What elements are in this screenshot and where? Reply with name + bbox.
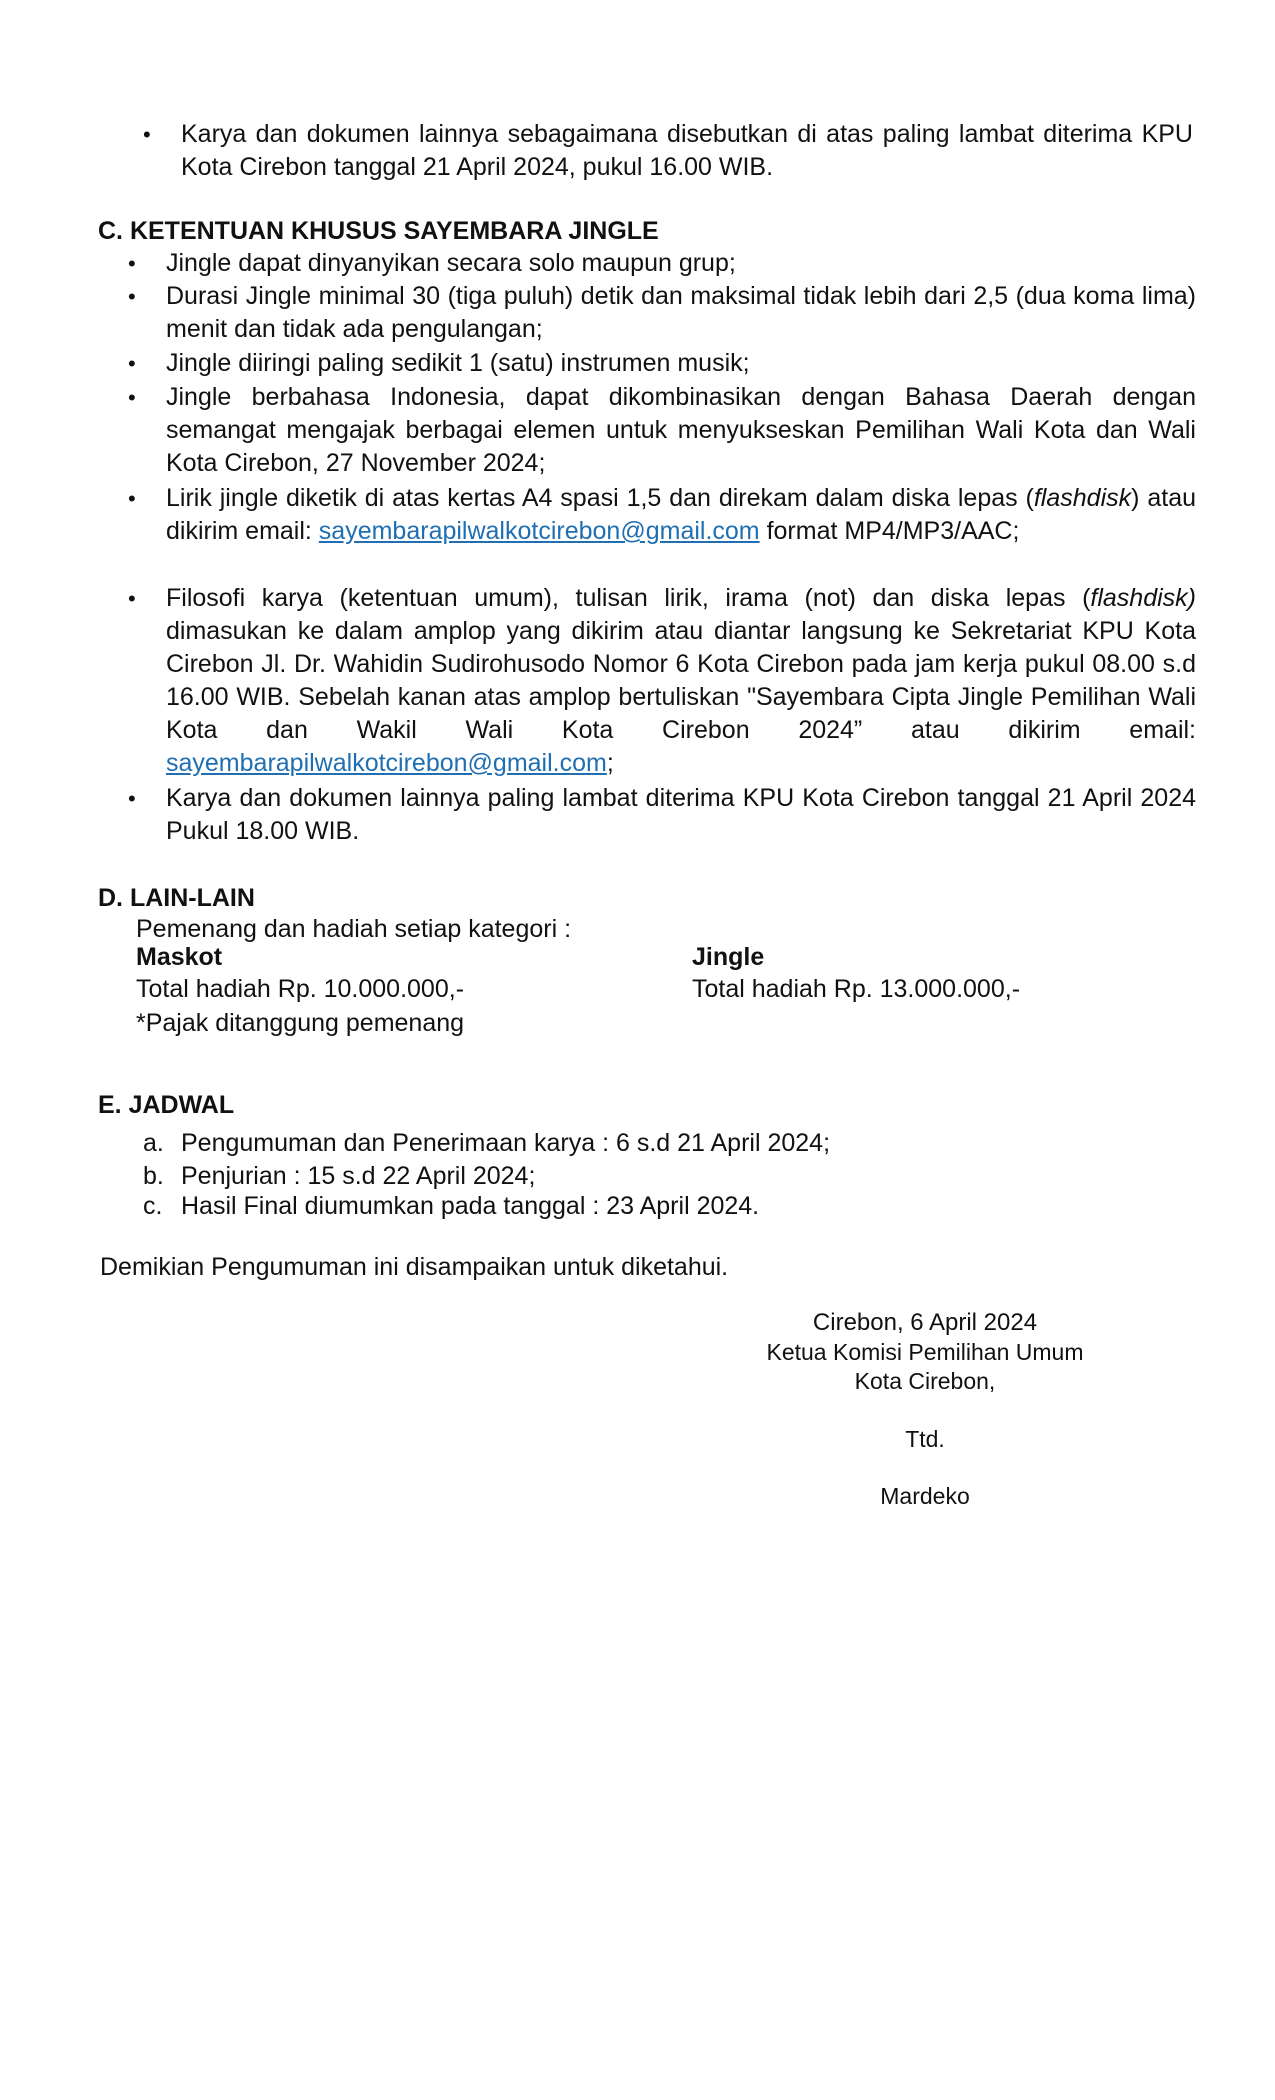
italic-term: flashdisk) [1090,584,1196,612]
list-item: Karya dan dokumen lainnya sebagaimana disebutkan di atas paling lambat diterima KPU Kota Cirebon tanggal 21 April 2024, pukul 16.00 WIB. [181,120,1193,181]
item-text: ; [606,749,614,777]
list-item [166,582,1196,780]
category-name: Maskot [136,943,223,971]
list-item: Jingle dapat dinyanyikan secara solo maupun grup; [166,249,736,277]
section-d-heading: D. LAIN-LAIN [98,884,255,912]
item-text: Hasil Final diumumkan pada tanggal : 23 April 2024. [181,1192,760,1220]
item-text: dimasukan ke dalam amplop yang dikirim atau diantar langsung ke Sekretariat KPU Kota Cirebon Jl. Dr. Wahidin Sudirohusodo Nomor 6 Kota Cirebon pada jam kerja pukul 08.00 s.d 16.00 WIB. Sebelah kanan atas amplop bertuliskan "Sayembara Cipta Jingle Pemilihan Wali Kota dan Wakil Wali Kota Cirebon 2024” atau dikirim email: [166,617,1196,744]
list-item: Jingle diiringi paling sedikit 1 (satu) instrumen musik; [166,349,750,377]
bullet-icon: • [128,786,136,811]
category-prize: Total hadiah Rp. 13.000.000,- [692,975,1021,1003]
signatory-name: Mardeko [880,1483,970,1509]
schedule-item [143,1160,535,1193]
category-prize: Total hadiah Rp. 10.000.000,- [136,975,465,1003]
schedule-item [143,1127,830,1160]
item-marker: c. [143,1192,163,1220]
bullet-icon: • [128,251,136,276]
bullet-icon: • [128,385,136,410]
list-item: Durasi Jingle minimal 30 (tiga puluh) detik dan maksimal tidak lebih dari 2,5 (dua koma lima) menit dan tidak ada pengulangan; [166,282,1196,343]
item-text: Penjurian : 15 s.d 22 April 2024; [181,1162,536,1190]
item-marker: b. [143,1162,164,1190]
item-text: format MP4/MP3/AAC; [759,517,1020,545]
section-e-heading: E. JADWAL [98,1091,235,1119]
italic-term: flashdisk [1033,484,1132,512]
item-text: Pengumuman dan Penerimaan karya : 6 s.d 21 April 2024; [181,1129,831,1157]
list-item [166,482,1196,548]
signatory-title: Ketua Komisi Pemilihan Umum [766,1339,1084,1365]
prize-intro: Pemenang dan hadiah setiap kategori : [136,915,572,943]
bullet-icon: • [128,486,136,511]
item-text: Filosofi karya (ketentuan umum), tulisan lirik, irama (not) dan diska lepas ( [166,584,1091,612]
place-date: Cirebon, 6 April 2024 [812,1309,1038,1336]
section-c-heading: C. KETENTUAN KHUSUS SAYEMBARA JINGLE [98,217,659,245]
bullet-icon: • [143,122,151,147]
item-text: Lirik jingle diketik di atas kertas A4 spasi 1,5 dan direkam dalam diska lepas ( [166,484,1034,512]
item-text: ) atau dikirim email: [166,484,1197,545]
bullet-icon: • [128,351,136,376]
bullet-icon: • [128,284,136,309]
list-item: Karya dan dokumen lainnya paling lambat diterima KPU Kota Cirebon tanggal 21 April 2024 Pukul 18.00 WIB. [166,784,1196,845]
email-link[interactable]: sayembarapilwalkotcirebon@gmail.com [318,517,760,545]
tax-note: *Pajak ditanggung pemenang [136,1009,465,1037]
signed-mark: Ttd. [905,1426,945,1452]
schedule-item [143,1190,759,1223]
list-item: Jingle berbahasa Indonesia, dapat dikombinasikan dengan Bahasa Daerah dengan semangat mengajak berbagai elemen untuk menyukseskan Pemilihan Wali Kota dan Wali Kota Cirebon, 27 November 2024; [166,383,1196,477]
email-link[interactable]: sayembarapilwalkotcirebon@gmail.com [166,749,607,777]
category-name: Jingle [692,943,765,971]
closing-statement: Demikian Pengumuman ini disampaikan untuk diketahui. [100,1253,729,1281]
bullet-icon: • [128,586,136,611]
item-marker: a. [143,1129,164,1157]
signatory-title-line2: Kota Cirebon, [854,1368,996,1394]
